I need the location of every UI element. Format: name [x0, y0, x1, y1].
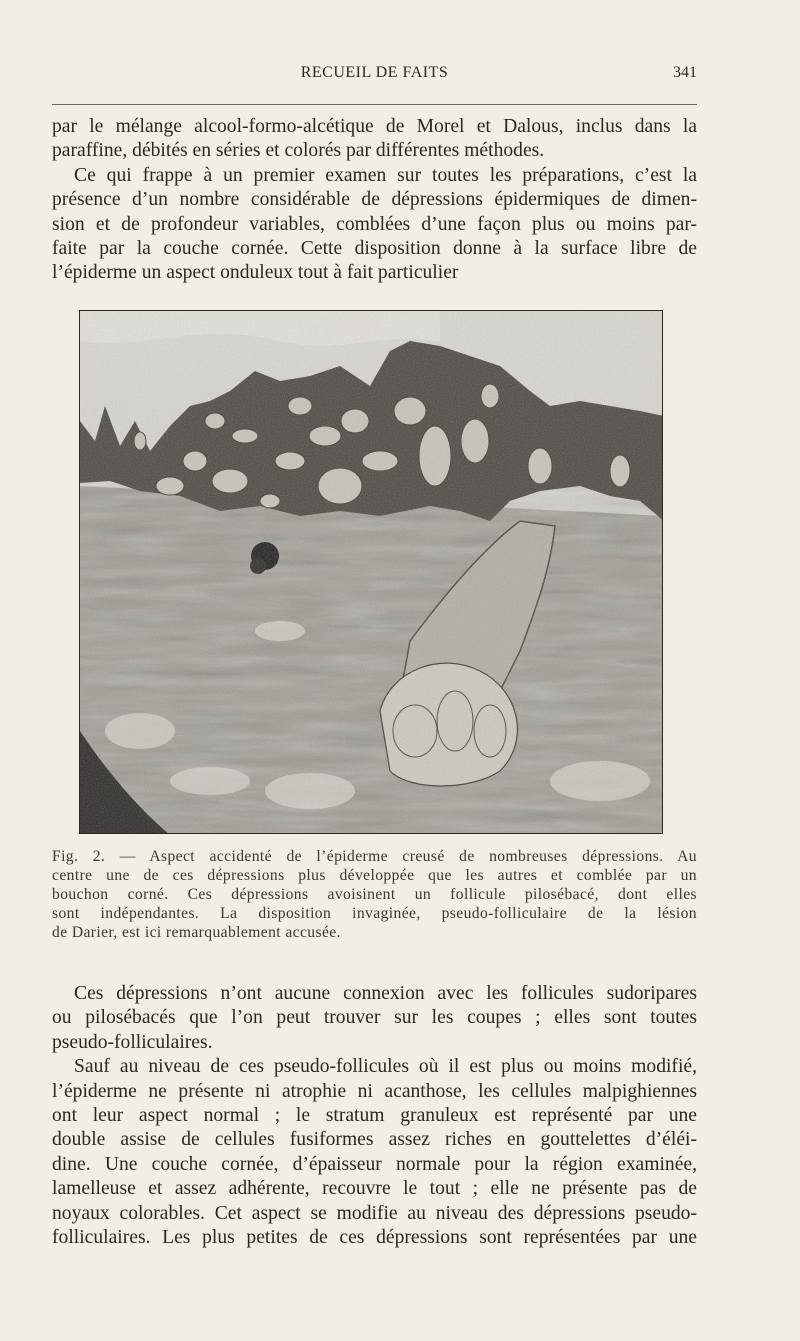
text-line: l’épiderme ne présente ni atrophie ni acanthose, les cellules malpighiennes — [52, 1080, 697, 1102]
skin-section-micrograph — [80, 311, 663, 834]
text-line: ou pilosébacés que l’on peut trouver sur les coupes ; elles sont toutes — [52, 1007, 697, 1029]
text-line: Ce qui frappe à un premier examen sur toutes les préparations, c’est la — [74, 164, 697, 186]
text-line: pseudo-folliculaires. — [52, 1031, 213, 1053]
running-title: RECUEIL DE FAITS — [300, 64, 449, 81]
text-line: présence d’un nombre considérable de dépressions épidermiques de dimen- — [52, 189, 697, 211]
text-line: sion et de profondeur variables, comblées d’une façon plus ou moins par- — [52, 213, 697, 235]
text-line: paraffine, débités en séries et colorés par différentes méthodes. — [52, 140, 545, 162]
text-line: l’épiderme un aspect onduleux tout à fait particulier — [52, 262, 459, 284]
text-line: noyaux colorables. Cet aspect se modifie au niveau des dépressions pseudo- — [52, 1202, 697, 1224]
text-line: ont leur aspect normal ; le stratum granuleux est représenté par une — [52, 1105, 697, 1127]
bottom-paragraphs — [52, 982, 697, 1250]
header-rule — [52, 104, 697, 105]
text-line: folliculaires. Les plus petites de ces dépressions sont représentées par une — [52, 1227, 697, 1249]
text-line: Sauf au niveau de ces pseudo-follicules où il est plus ou moins modifié, — [74, 1056, 697, 1078]
page-header — [52, 64, 697, 88]
text-line: par le mélange alcool-formo-alcétique de Morel et Dalous, inclus dans la — [52, 116, 697, 137]
caption-line: bouchon corné. Ces dépressions avoisinent un follicule pilosébacé, dont elles — [52, 886, 697, 903]
caption-line: Fig. 2. — Aspect accidenté de l’épiderme creusé de nombreuses dépressions. Au — [52, 848, 697, 865]
text-line: faite par la couche cornée. Cette disposition donne à la surface libre de — [52, 238, 697, 260]
text-line: double assise de cellules fusiformes assez riches en gouttelettes d’éléi- — [52, 1129, 697, 1151]
top-paragraphs — [52, 115, 697, 286]
caption-line: centre une de ces dépressions plus développée que les autres et comblée par un — [52, 867, 697, 884]
page-number: 341 — [673, 64, 697, 81]
figure-micrograph — [79, 310, 663, 834]
figure-caption — [52, 847, 697, 942]
text-line: lamelleuse et assez adhérente, recouvre le tout ; elle ne présente pas de — [52, 1178, 697, 1200]
text-line: Ces dépressions n’ont aucune connexion avec les follicules sudoripares — [74, 983, 697, 1004]
caption-line: sont indépendantes. La disposition invaginée, pseudo-folliculaire de la lésion — [52, 905, 697, 922]
caption-line: de Darier, est ici remarquablement accusée. — [52, 924, 341, 941]
text-line: dine. Une couche cornée, d’épaisseur normale pour la région examinée, — [52, 1153, 697, 1175]
